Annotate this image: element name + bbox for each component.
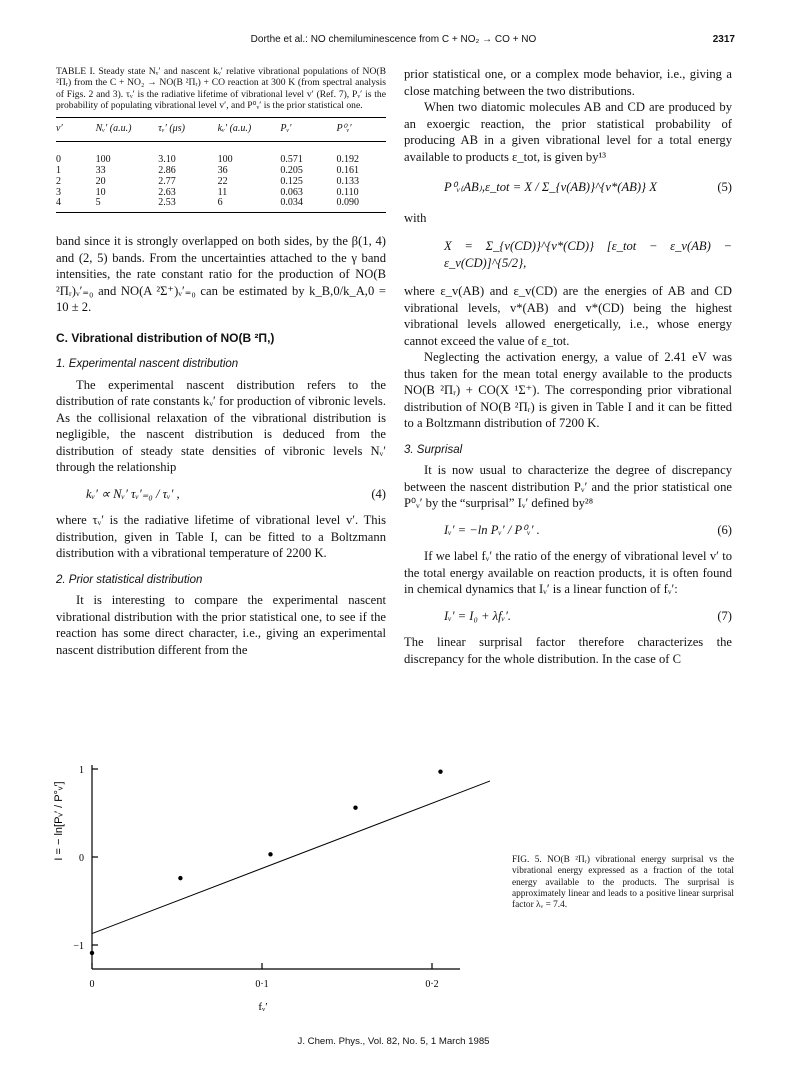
section-heading: C. Vibrational distribution of NO(B ²Π,)	[56, 330, 275, 345]
surprisal-chart	[40, 757, 490, 1022]
paragraph: where τᵥ′ is the radiative lifetime of vibrational level v′. This distribution, given in Table I, can be fitted to a Boltzmann distribution with a vibrational temperature of 2200 K.	[56, 513, 386, 561]
table-cell: 1	[56, 164, 61, 176]
subsection-heading: 2. Prior statistical distribution	[56, 573, 203, 586]
right-column	[404, 66, 732, 667]
data-point	[438, 769, 442, 773]
equation-number: (5)	[717, 180, 732, 194]
left-column	[56, 66, 386, 658]
chart-ticks	[73, 765, 438, 990]
equation-body: P⁰ᵥ₍AB₎,ε_tot = X / Σ_{v(AB)}^{v*(AB)} X	[444, 180, 657, 194]
data-point	[268, 852, 272, 856]
table-cell: 0.205	[280, 164, 303, 176]
figure-5	[40, 757, 490, 1022]
table-cell: 100	[217, 154, 233, 166]
table-cell: 2.77	[158, 175, 176, 187]
equation-number: (7)	[717, 608, 732, 623]
table-cell: 0.090	[336, 198, 386, 212]
x-tick-label: 0	[89, 979, 95, 990]
equation-5	[404, 179, 732, 196]
equation-7	[404, 608, 732, 625]
x-tick-label: 0·1	[255, 979, 269, 990]
col-header: τᵥ′ (μs)	[158, 118, 217, 142]
x-tick-label: 0·2	[425, 979, 439, 990]
equation-x	[404, 238, 732, 271]
table-cell: 20	[95, 175, 106, 187]
paragraph: If we label fᵥ′ the ratio of the energy of vibrational level v′ to the total energy available on reaction products, it is often found in chemical dynamics that Iᵥ′ is a linear function of fᵥ′:	[404, 549, 732, 596]
table-cell: 0.125	[280, 175, 303, 187]
equation-6	[404, 522, 732, 539]
table-1	[56, 117, 386, 213]
table-cell: 0	[56, 154, 61, 166]
y-tick-label: 1	[79, 765, 84, 776]
page-number: 2317	[712, 34, 735, 45]
paragraph: It is interesting to compare the experimental nascent vibrational distribution with the prior statistical one, to see if the reaction has some direct character, i.e., giving an experimental nascent distribution different from the	[56, 593, 386, 657]
equation-4	[56, 486, 386, 503]
fit-line	[92, 780, 490, 933]
equation-number: (6)	[717, 522, 732, 537]
table-cell: 0.110	[336, 186, 359, 198]
table-cell: 6	[218, 198, 281, 212]
paragraph: where ε_v(AB) and ε_v(CD) are the energies of AB and CD vibrational levels, v*(AB) and v*(CD) being the highest vibrational levels allowed energetically, i.e., whose energy cannot exceed the value of ε_tot.	[404, 284, 732, 348]
table-cell: 0.063	[280, 186, 303, 198]
paragraph: prior statistical one, or a complex mode behavior, i.e., giving a close matching between the two distributions.	[404, 67, 732, 98]
equation-number: (4)	[371, 486, 386, 501]
paragraph: When two diatomic molecules AB and CD are produced by an exoergic reaction, the prior statistical probability of producing AB in a given vibrational level for a total energy available to products ε_tot, is given by¹³	[404, 100, 732, 164]
equation-body: Iᵥ′ = I₀ + λfᵥ′.	[444, 608, 512, 623]
table-cell: 33	[95, 164, 106, 176]
table-row	[56, 177, 386, 188]
y-tick-label: 0	[79, 853, 84, 864]
paragraph: band since it is strongly overlapped on both sides, by the β(1, 4) and (2, 5) bands. From the uncertainties attached to the γ band intensities, the rate constant ratio for the production of NO(B ²Πᵣ)ᵥ′₌₀ and NO(A ²Σ⁺)ᵥ′₌₀ can be estimated by k_B,0/k_A,0 = 10 ± 2.	[56, 234, 386, 315]
col-header: Pᵥ′	[280, 118, 336, 142]
table-cell: 36	[217, 164, 228, 176]
figure-caption: FIG. 5. NO(B ²Πᵣ) vibrational energy surprisal vs the vibrational energy expressed as a fraction of the total energy available to the products. The surprisal is approximately linear and leads to a positive linear surprisal factor λᵥ = 7.4.	[512, 855, 734, 911]
table-cell: 4	[56, 198, 96, 212]
table-cell: 2.53	[158, 198, 217, 212]
page-footer: J. Chem. Phys., Vol. 82, No. 5, 1 March 1985	[297, 1036, 490, 1047]
paragraph: The experimental nascent distribution refers to the distribution of rate constants kᵥ′ for production of vibronic levels. As the collisional relaxation of the vibrational distribution is negligible, the nascent distribution is deduced from the distribution of steady state densities of vibronic levels Nᵥ′ through the relationship	[56, 377, 386, 475]
table-cell: 100	[95, 154, 111, 166]
col-header: kᵥ′ (a.u.)	[218, 118, 281, 142]
subsection-heading: 3. Surprisal	[404, 443, 463, 456]
chart-marks	[90, 769, 490, 955]
table-row	[56, 198, 386, 212]
data-point	[178, 876, 182, 880]
paragraph: The linear surprisal factor therefore characterizes the discrepancy for the whole distribution. In the case of C	[404, 635, 732, 666]
paragraph: It is now usual to characterize the degree of discrepancy between the nascent distribution Pᵥ′ and the prior statistical one P⁰ᵥ′ by the “surprisal” Iᵥ′ defined by²⁸	[404, 463, 732, 510]
col-header: Nᵥ′ (a.u.)	[96, 118, 159, 142]
table-cell: 5	[96, 198, 159, 212]
table-cell: 2.63	[158, 186, 176, 198]
table-cell: 3.10	[158, 154, 176, 166]
equation-body: Iᵥ′ = −ln Pᵥ′ / P⁰ᵥ′ .	[444, 522, 540, 537]
y-axis-label: I = − ln[Pᵥ′ / P°ᵥ′]	[53, 781, 65, 861]
table-cell: 0.034	[280, 198, 336, 212]
table-cell: 0.133	[336, 175, 359, 187]
table-cell: 0.192	[336, 154, 359, 166]
data-point	[90, 951, 94, 955]
x-axis-label: fᵥ′	[258, 1001, 268, 1013]
equation-body: kᵥ′ ∝ Nᵥ′ τᵥ′₌₀ / τᵥ′ ,	[86, 486, 180, 501]
table-cell: 0.571	[280, 154, 303, 166]
table-cell: 2	[56, 175, 61, 187]
table-cell: 11	[217, 186, 228, 198]
data-point	[353, 806, 357, 810]
col-header: P⁰ᵥ′	[336, 118, 386, 142]
table-cell: 2.86	[158, 164, 176, 176]
subsection-heading: 1. Experimental nascent distribution	[56, 358, 239, 371]
table-header-row	[56, 118, 386, 142]
running-head: Dorthe et al.: NO chemiluminescence from C + NO₂ → CO + NO	[250, 34, 537, 45]
equation-body: X = Σ_{v(CD)}^{v*(CD)} [ε_tot − ε_v(AB) − ε_v(CD)]^{5/2},	[444, 239, 732, 270]
chart-axes	[92, 765, 460, 969]
paragraph: Neglecting the activation energy, a value of 2.41 eV was thus taken for the mean total energy available to the products NO(B ²Πᵣ) + CO(X ¹Σ⁺). The corresponding prior vibrational distribution of NO(B ²Πᵣ) is given in Table I and it can be fitted to a Boltzmann distribution of 7200 K.	[404, 350, 732, 430]
table-cell: 0.161	[336, 164, 359, 176]
y-tick-label: −1	[73, 941, 84, 952]
table-cell: 3	[56, 186, 61, 198]
table-caption: TABLE I. Steady state Nᵥ′ and nascent kᵥ′ relative vibrational populations of NO(B ²Πᵣ) from the C + NO₂ → NO(B ²Πᵣ) + CO reaction at 300 K (from spectral analysis of Figs. 2 and 3). τᵥ′ is the radiative lifetime of vibrational level v′ (Ref. 7), Pᵥ′ is the probability of populating vibrational level v′, and P⁰ᵥ′ is the prior statistical one.	[56, 66, 386, 111]
paragraph: with	[404, 210, 427, 225]
col-header: v′	[56, 118, 96, 142]
table-cell: 22	[217, 175, 228, 187]
table-cell: 10	[95, 186, 106, 198]
